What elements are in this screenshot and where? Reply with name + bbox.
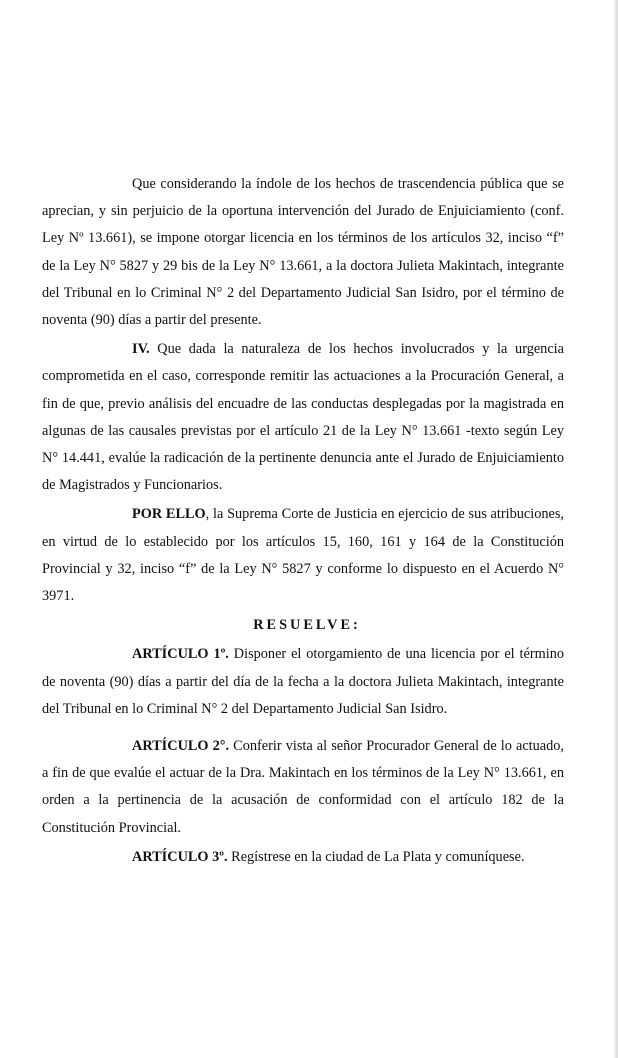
paragraph-iv-label: IV.: [132, 341, 150, 358]
paragraph-por-ello: [42, 501, 564, 610]
article-1: [42, 641, 564, 723]
paragraph-iv: [42, 336, 564, 499]
document-body: [42, 171, 564, 871]
paragraph-licencia-text: Que considerando la índole de los hechos de trascendencia pública que se aprecian, y sin perjuicio de la oportuna intervención del Jurado de Enjuiciamiento (conf. Ley Nº 13.661), se impone otorgar licencia en los términos de los artículos 32, inciso “f” de la Ley N° 5827 y 29 bis de la Ley N° 13.661, a la doctora Julieta Makintach, integrante del Tribunal en lo Criminal N° 2 del Departamento Judicial San Isidro, por el término de noventa (90) días a partir del presente.: [42, 176, 564, 329]
article-2-label: ARTÍCULO 2°.: [132, 738, 230, 755]
article-2: [42, 733, 564, 842]
paragraph-por-ello-text: , la Suprema Corte de Justicia en ejercicio de sus atribuciones, en virtud de lo establecido por los artículos 15, 160, 161 y 164 de la Constitución Provincial y 32, inciso “f” de la Ley N° 5827 y conforme lo dispuesto en el Acuerdo N° 3971.: [42, 506, 565, 605]
paragraph-licencia: [42, 171, 564, 334]
article-1-label: ARTÍCULO 1º.: [132, 646, 229, 663]
article-3-text: Regístrese en la ciudad de La Plata y comuníquese.: [227, 848, 525, 865]
paragraph-iv-text: Que dada la naturaleza de los hechos involucrados y la urgencia comprometida en el caso, corresponde remitir las actuaciones a la Procuración General, a fin de que, previo análisis del encuadre de las conductas desplegadas por la magistrada en algunas de las causales previstas por el artículo 21 de la Ley N° 13.661 -texto según Ley N° 14.441, evalúe la radicación de la pertinente denuncia ante el Jurado de Enjuiciamiento de Magistrados y Funcionarios.: [42, 341, 564, 494]
paragraph-por-ello-label: POR ELLO: [132, 506, 206, 523]
article-3-label: ARTÍCULO 3º.: [132, 848, 228, 865]
page-edge: [614, 0, 618, 1058]
article-1-text: Disponer el otorgamiento de una licencia por el término de noventa (90) días a partir del día de la fecha a la doctora Julieta Makintach, integrante del Tribunal en lo Criminal N° 2 del Departamento Judicial San Isidro.: [42, 646, 564, 717]
article-3: [42, 844, 564, 871]
article-2-text: Conferir vista al señor Procurador General de lo actuado, a fin de que evalúe el actuar de la Dra. Makintach en los términos de la Ley N° 13.661, en orden a la pertinencia de la acusación de conformidad con el artículo 182 de la Constitución Provincial.: [42, 738, 565, 836]
resuelve-heading: RESUELVE:: [253, 617, 361, 634]
